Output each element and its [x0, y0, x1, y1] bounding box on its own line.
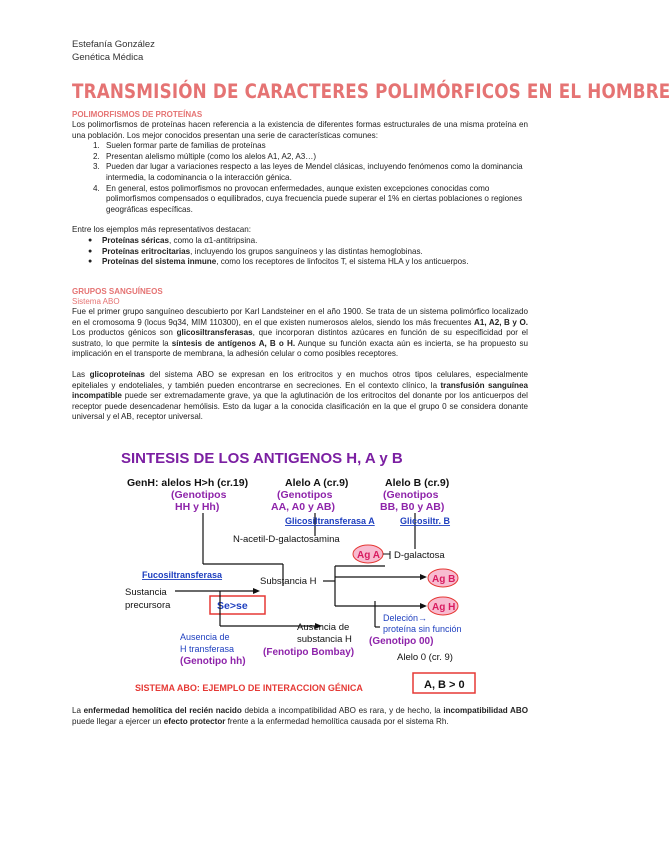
- secretor-label: Se>se: [217, 600, 248, 612]
- substance-H: Substancia H: [260, 576, 317, 587]
- genotype-00: (Genotipo 00): [369, 636, 434, 647]
- abo-paragraph-3: La enfermedad hemolítica del recién nacido debida a incompatibilidad ABO es rara, y de hecho, la incompatibilidad ABO puede llegar a ejercer un efecto protector frente a la enfermedad hemolítica causada por el sistema Rh.: [72, 706, 528, 726]
- alleleB-genotypes-2: BB, B0 y AB): [380, 501, 445, 513]
- list-item: ● Proteínas del sistema inmune, como los receptores de linfocitos T, el sistema HLA y los anticuerpos.: [102, 257, 528, 268]
- examples-list: [72, 236, 528, 268]
- dominance-label: A, B > 0: [424, 679, 465, 691]
- section-hemolytic-disease: [72, 706, 528, 727]
- list-item: 3. Pueden dar lugar a variaciones respecto a las leyes de Mendel clásicas, incluyendo fenómenos como la dominancia intermedia, la codominancia o la interacción génica.: [102, 162, 528, 183]
- section-blood-groups: [72, 287, 528, 423]
- genH-label: GenH: alelos H>h (cr.19): [127, 477, 249, 489]
- abo-paragraph-1: Fue el primer grupo sanguíneo descubierto por Karl Landsteiner en el año 1900. Se trata de un sistema polimórfico localizado en el cromosoma 9 (locus 9q34, MIM 110300), en el que existen numerosos alelos, siendo los más frecuentes A1, A2, B y O. Los productos génicos son glicosiltransferasas, que incorporan distintos azúcares en función de su especificidad por el sustrato, lo que permite la síntesis de antígenos A, B o H. Aunque su función exacta aún es incierta, se ha propuesto su implicación en el transporte de membrana, la adhesión celular o como posibles receptores.: [72, 307, 528, 359]
- antigen-A: Ag A: [357, 550, 380, 561]
- precursor-label-2: precursora: [125, 600, 171, 611]
- list-item: ● Proteínas eritrocitarias, incluyendo los grupos sanguíneos y las distintas hemoglobinas.: [102, 247, 528, 258]
- alleleA-genotypes-2: AA, A0 y AB): [271, 501, 335, 513]
- examples-intro: Entre los ejemplos más representativos destacan:: [72, 225, 252, 235]
- alleleB-label: Alelo B (cr.9): [385, 477, 450, 489]
- section-protein-polymorphisms: [72, 110, 528, 268]
- section-heading: GRUPOS SANGUÍNEOS: [72, 287, 163, 296]
- genH-genotypes: (Genotipos: [171, 489, 227, 501]
- alleleB-genotypes: (Genotipos: [383, 489, 439, 501]
- allele-0-label: Alelo 0 (cr. 9): [397, 652, 453, 663]
- alleleA-label: Alelo A (cr.9): [285, 477, 349, 489]
- n-acetyl-label: N-acetil-D-galactosamina: [233, 534, 340, 545]
- absence-H-transferase-1: Ausencia de: [180, 632, 230, 642]
- absence-substance-H-1: Ausencia de: [297, 622, 350, 633]
- characteristics-list: [72, 141, 528, 215]
- genotype-hh: (Genotipo hh): [180, 656, 246, 667]
- author-name: Estefanía González: [72, 39, 155, 50]
- deletion-label-1: Deleción→: [383, 613, 428, 623]
- deletion-label-2: proteína sin función: [383, 624, 462, 634]
- list-item: 1. Suelen formar parte de familias de proteínas: [102, 141, 528, 152]
- course-name: Genética Médica: [72, 52, 144, 63]
- list-item: 4. En general, estos polimorfismos no provocan enfermedades, aunque existen excepciones conocidas como polimorfismos compensados o equilibrados, cuya frecuencia puede superar el 1% en ciertas poblaciones o regiones geográficas específicas.: [102, 184, 528, 216]
- antigen-H: Ag H: [432, 602, 456, 613]
- section-heading: POLIMORFISMOS DE PROTEÍNAS: [72, 110, 203, 119]
- glycosyltransferase-B: Glicosiltr. B: [400, 516, 451, 526]
- diagram-title: SINTESIS DE LOS ANTIGENOS H, A y B: [121, 450, 403, 467]
- list-item: 2. Presentan alelismo múltiple (como los alelos A1, A2, A3…): [102, 152, 528, 163]
- abo-paragraph-2: Las glicoproteínas del sistema ABO se expresan en los eritrocitos y en muchos otros tipos celulares, especialmente epiteliales y endoteliales, y también pueden encontrarse en secreciones. En el contexto clínico, la transfusión sanguínea incompatible puede ser extremadamente grave, ya que la aglutinación de los eritrocitos del donante por los anticuerpos del receptor puede desencadenar hemólisis. Esto da lugar a la conocida clasificación en la que el grupo 0 se considera donante universal y el AB, receptor universal.: [72, 369, 528, 422]
- antigen-B: Ag B: [432, 574, 456, 585]
- glycosyltransferase-A: Glicosiltransferasa A: [285, 516, 375, 526]
- absence-substance-H-2: substancia H: [297, 634, 352, 645]
- page-title: TRANSMISIÓN DE CARACTERES POLIMÓRFICOS EN EL HOMBRE: [72, 80, 670, 103]
- absence-H-transferase-2: H transferasa: [180, 644, 235, 654]
- abo-synthesis-diagram: [115, 441, 490, 696]
- section-subheading: Sistema ABO: [72, 297, 120, 306]
- document-header: [72, 38, 155, 64]
- alleleA-genotypes: (Genotipos: [277, 489, 333, 501]
- genH-genotypes-2: HH y Hh): [175, 501, 220, 513]
- diagram-footer: SISTEMA ABO: EJEMPLO DE INTERACCION GÉNICA: [135, 683, 363, 693]
- bombay-phenotype: (Fenotipo Bombay): [263, 647, 355, 658]
- list-item: ● Proteínas séricas, como la α1-antitripsina.: [102, 236, 528, 247]
- d-galactose-label: D-galactosa: [394, 550, 445, 561]
- fucosyltransferase: Fucosiltransferasa: [142, 570, 223, 580]
- intro-paragraph: Los polimorfismos de proteínas hacen referencia a la existencia de diferentes formas estructurales de una misma proteína en una población. Los mejor conocidos presentan una serie de características comunes:: [72, 120, 528, 140]
- precursor-label-1: Sustancia: [125, 587, 167, 598]
